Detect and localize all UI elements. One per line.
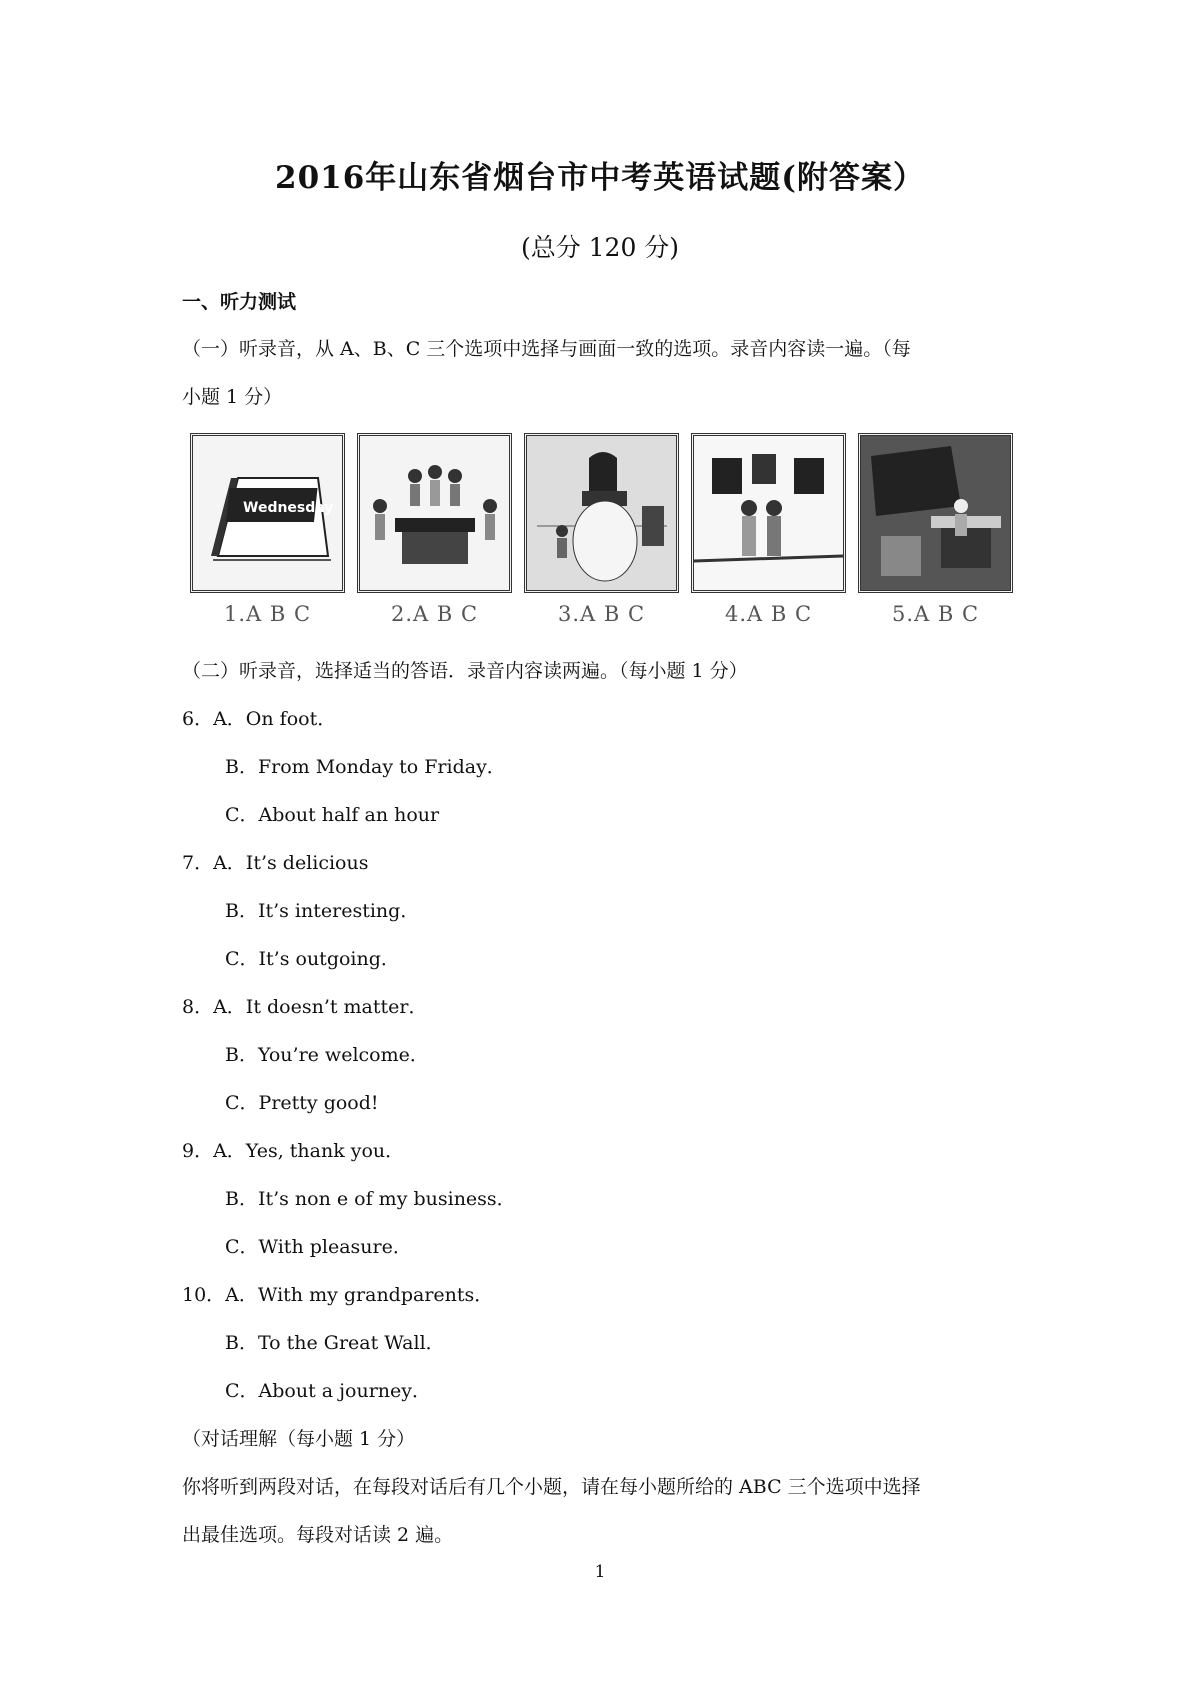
part3-instruction-line2: 出最佳选项。每段对话读 2 遍。	[182, 1524, 454, 1546]
picture-1-options: 1.A B C	[223, 602, 312, 626]
picture-5	[858, 433, 1013, 593]
question-10-option-b: B．To the Great Wall．	[225, 1332, 445, 1354]
picture-5-options: 5.A B C	[891, 602, 980, 626]
part1-instruction-line2: 小题 1 分）	[182, 386, 283, 408]
question-9-option-a: 9．A．Yes, thank you．	[182, 1140, 405, 1162]
part1-instruction-line1: （一）听录音，从 A、B、C 三个选项中选择与画面一致的选项。录音内容读一遍。（每	[182, 338, 911, 360]
part3-heading: （对话理解（每小题 1 分）	[182, 1428, 416, 1450]
picture-4-options: 4.A B C	[724, 602, 813, 626]
question-8-option-c: C．Pretty good!	[225, 1092, 379, 1114]
picture-2	[357, 433, 512, 593]
office-desk-icon	[861, 436, 1010, 590]
question-7-option-c: C．It’s outgoing．	[225, 948, 400, 970]
question-6-option-b: B．From Monday to Friday．	[225, 756, 506, 778]
question-8-option-a: 8．A．It doesn’t matter．	[182, 996, 428, 1018]
question-9-option-c: C．With pleasure．	[225, 1236, 412, 1258]
gallery-visitors-icon	[694, 436, 843, 590]
question-7-option-a: 7．A．It’s delicious	[182, 852, 369, 874]
question-10-option-a: 10．A．With my grandparents．	[182, 1284, 494, 1306]
question-9-option-b: B．It’s non e of my business．	[225, 1188, 516, 1210]
picture-3-options: 3.A B C	[557, 602, 646, 626]
picture-3	[524, 433, 679, 593]
part2-instruction: （二）听录音，选择适当的答语．录音内容读两遍。（每小题 1 分）	[182, 660, 748, 682]
picture-4	[691, 433, 846, 593]
question-8-option-b: B．You’re welcome．	[225, 1044, 429, 1066]
page-title: 2016年山东省烟台市中考英语试题(附答案）	[275, 160, 925, 196]
speaker-podium-icon	[527, 436, 676, 590]
picture-row	[190, 433, 1020, 633]
page-subtitle: (总分 120 分)	[520, 233, 680, 262]
question-6-option-c: C．About half an hour	[225, 804, 440, 826]
calendar-icon	[193, 436, 342, 590]
question-10-option-c: C．About a journey．	[225, 1380, 432, 1402]
page-number: 1	[594, 1562, 606, 1582]
picture-2-options: 2.A B C	[390, 602, 479, 626]
part3-instruction-line1: 你将听到两段对话，在每段对话后有几个小题，请在每小题所给的 ABC 三个选项中选择	[182, 1476, 921, 1498]
meeting-table-icon	[360, 436, 509, 590]
picture-1	[190, 433, 345, 593]
calendar-day-text: Wednesday	[243, 500, 334, 516]
question-7-option-b: B．It’s interesting．	[225, 900, 420, 922]
question-6-option-a: 6．A．On foot．	[182, 708, 337, 730]
section-heading-listening: 一、听力测试	[182, 291, 297, 313]
